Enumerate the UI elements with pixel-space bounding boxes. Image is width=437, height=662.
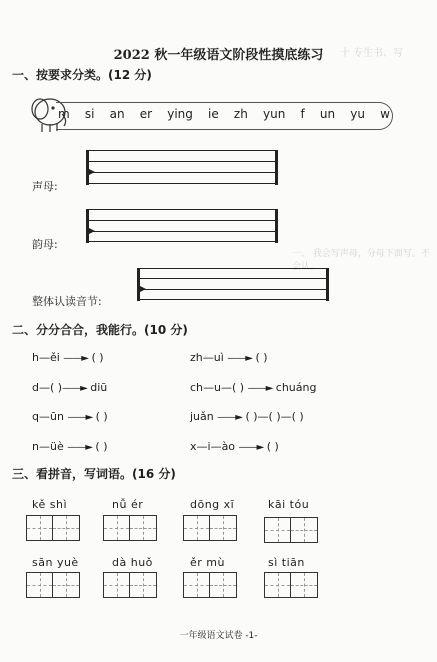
page-footer: 一年级语文试卷 -1- <box>179 631 258 641</box>
writing-grid[interactable] <box>103 572 157 598</box>
letter-item: yu <box>350 107 365 121</box>
pinyin-label: dōng xī <box>190 498 235 511</box>
label-zhengti: 整体认读音节: <box>32 295 102 308</box>
writing-grid[interactable] <box>264 517 318 543</box>
label-shengmu: 声母: <box>32 180 58 193</box>
writing-grid[interactable] <box>103 515 157 541</box>
answer-blank[interactable]: ( ) <box>255 351 268 364</box>
answer-blank[interactable]: ( ) <box>266 440 279 453</box>
pinyin-label: kě shì <box>32 498 68 511</box>
combine-row: x—i—ào ——► ( ) <box>190 440 279 453</box>
writing-grid[interactable] <box>183 515 237 541</box>
letter-item: un <box>319 107 336 121</box>
section2-heading: 二、分分合合，我能行。(10 分) <box>12 323 188 337</box>
answer-blank[interactable]: d—( ) <box>32 381 63 394</box>
letter-list <box>58 107 390 121</box>
letter-item: w <box>380 107 390 121</box>
writing-grid[interactable] <box>264 572 318 598</box>
writing-staff-zhengti[interactable] <box>137 268 329 301</box>
letter-item: yun <box>262 107 286 121</box>
section1-heading: 一、按要求分类。(12 分) <box>12 68 152 82</box>
answer-blank[interactable]: ( ) <box>91 351 104 364</box>
writing-staff-shengmu[interactable] <box>86 150 278 185</box>
combine-row: n—üè ——► ( ) <box>32 440 108 453</box>
pinyin-label: dà huǒ <box>112 556 153 569</box>
answer-blank[interactable]: ( ) <box>95 410 108 423</box>
combine-row: q—ūn ——► ( ) <box>32 410 108 423</box>
ghost-text-right: 十 专生书、写 <box>340 48 404 59</box>
combine-row: h—ěi ——► ( ) <box>32 351 104 364</box>
pinyin-label: sì tiān <box>268 556 305 569</box>
letter-item: ie <box>208 107 219 121</box>
writing-staff-yunmu[interactable] <box>86 209 278 243</box>
combine-row: juǎn ——► ( )—( )—( ) <box>190 410 304 423</box>
answer-blank[interactable]: ( )—( )—( ) <box>245 410 304 423</box>
page-title: 2022 秋一年级语文阶段性摸底练习 <box>113 48 324 63</box>
writing-grid[interactable] <box>183 572 237 598</box>
answer-blank[interactable]: ( ) <box>95 440 108 453</box>
letter-item: f <box>300 107 305 121</box>
letter-item: zh <box>233 107 248 121</box>
writing-grid[interactable] <box>26 572 80 598</box>
combine-row: d—( )——► diū <box>32 381 108 394</box>
letter-item: er <box>139 107 153 121</box>
letter-item: m <box>58 107 70 121</box>
pinyin-label: sān yuè <box>32 556 79 569</box>
label-yunmu: 韵母: <box>32 238 58 251</box>
section3-heading: 三、看拼音，写词语。(16 分) <box>12 467 176 481</box>
pinyin-label: nǚ ér <box>112 498 144 511</box>
ghost-text-mid: 一、 我会写声母，分母下面写。不会认。 <box>292 249 430 272</box>
letter-item: ying <box>167 107 193 121</box>
writing-grid[interactable] <box>26 515 80 541</box>
answer-blank[interactable]: ch—u—( ) <box>190 381 245 394</box>
letter-item: si <box>84 107 95 121</box>
combine-row: ch—u—( ) ——► chuáng <box>190 381 317 394</box>
letter-item: an <box>109 107 125 121</box>
pinyin-label: kāi tóu <box>268 498 310 511</box>
combine-row: zh—uì ——► ( ) <box>190 351 268 364</box>
pinyin-label: ěr mù <box>190 556 225 569</box>
